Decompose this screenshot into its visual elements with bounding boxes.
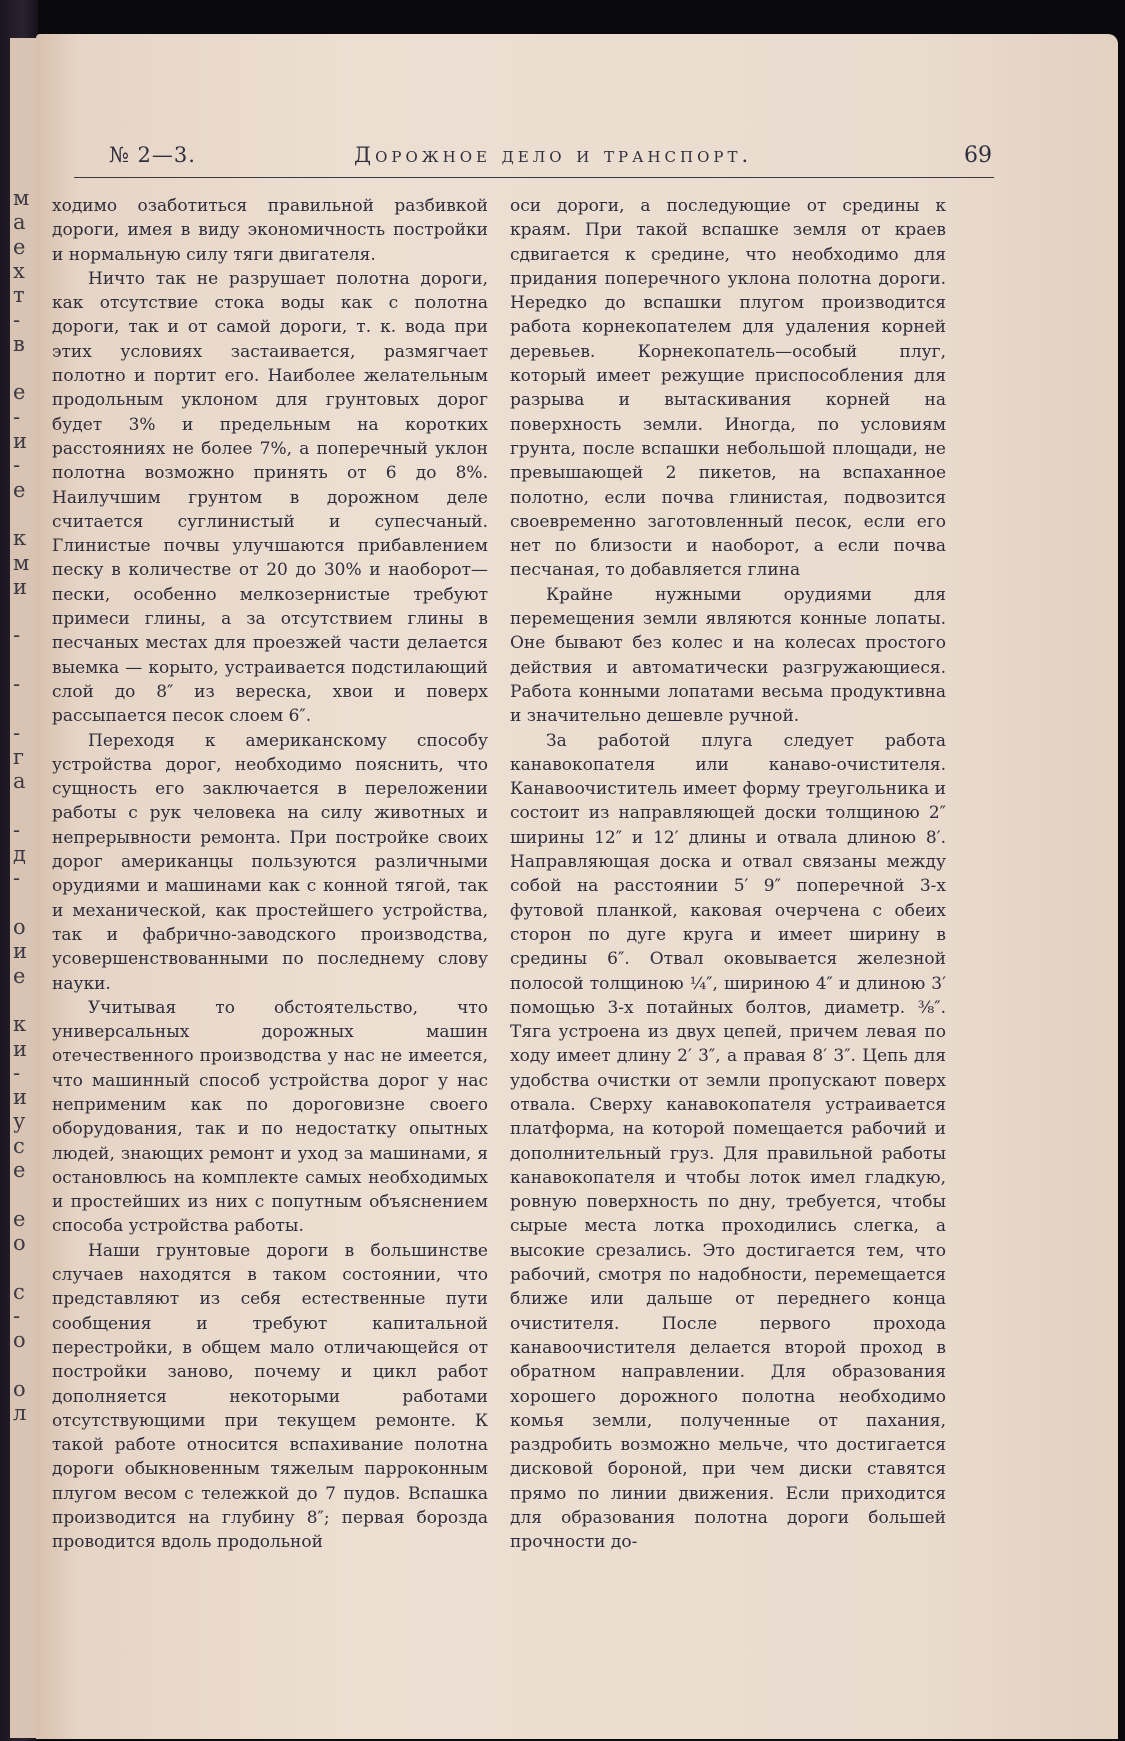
prev-page-fragment: с: [13, 1133, 25, 1158]
prev-page-fragment: к: [13, 526, 27, 551]
prev-page-fragment: -: [13, 1303, 21, 1328]
prev-page-fragment: -: [13, 453, 21, 478]
prev-page-fragment: и: [13, 1085, 27, 1110]
prev-page-fragment: е: [13, 963, 26, 988]
prev-page-fragment: и: [13, 574, 27, 599]
left-column: [52, 194, 488, 1555]
prev-page-fragment: е: [13, 1158, 26, 1182]
prev-page-fragment: е: [13, 477, 26, 502]
prev-page-fragment: -: [13, 672, 21, 696]
prev-page-fragment: м: [13, 186, 30, 210]
prev-page-fragment: л: [13, 1401, 27, 1425]
paragraph: За работой плуга следует работа канавокопателя или канаво-очистителя. Канавоочиститель имеет форму треугольника и состоит из направляющей доски толщиною 2″ ширины 12″ и 12′ длины и отвала длиною 8′. Направляющая доска и отвал связаны между собой на расстоянии 5′ 9″ поперечной 3-х футовой планкой, каковая очерчена с обеих сторон по дуге круга и имеет ширину в средины 6″. Отвал оковывается железной полосой толщиною ¼″, шириною 4″ и длиною 3′ помощью 3-х потайных болтов, диаметр. ⅜″. Тяга устроена из двух цепей, причем левая по ходу имеет длину 2′ 3″, а правая 8′ 3″. Цепь для удобства очистки от земли пропускают поверх отвала. Сверху канавокопателя устраивается платформа, на которой помещается рабочий и дополнительный груз. Для правильной работы канавокопателя и чтобы лоток имел гладкую, ровную поверхность по дну, требуется, чтобы сырые места лотка проходились слегка, а высокие срезались. Это достигается тем, что рабочий, смотря по надобности, перемещается ближе или дальше от переднего конца очистителя. После первого прохода канавоочистителя делается второй проход в обратном направлении. Для образования хорошего дорожного полотна необходимо комья земли, полученные от пахания, раздробить возможно мельче, что достигается дисковой бороной, при чем диски ставятся прямо по линии движения. Если приходится для образования полотна дороги большей прочности до-: [510, 730, 946, 1553]
prev-page-fragment: м: [13, 550, 30, 575]
prev-page-fragment: -: [13, 720, 21, 745]
paragraph: Ничто так не разрушает полотна дороги, как отсутствие стока воды как с полотна дороги, так и от самой дороги, т. к. вода при этих условиях застаивается, размягчает полотно и портит его. Наиболее желательным продольным уклоном для грунтовых дорог будет 3% и предельным на коротких расстояниях не более 7%, а поперечный уклон полотна возможно принять от 6 до 8%. Наилучшим грунтом в дорожном деле считается суглинистый и супесчаный. Глинистые почвы улучшаются прибавлением песку в количестве от 20 до 30% и наоборот—пески, особенно мелкозернистые требуют примеси глины, а за отсутствием глины в песчаных местах для проезжей части делается выемка — корыто, устраивается подстилающий слой до 8″ из вереска, хвои и поверх рассыпается песок слоем 6″.: [52, 268, 488, 727]
prev-page-fragment: -: [13, 623, 21, 648]
previous-page-edge: [10, 38, 38, 1738]
prev-page-fragment: -: [13, 866, 21, 891]
prev-page-fragment: у: [13, 1109, 26, 1134]
prev-page-fragment: и: [13, 1036, 27, 1061]
prev-page-fragment: о: [13, 1376, 26, 1401]
paragraph: Наши грунтовые дороги в большинстве случаев находятся в таком состоянии, что представляют из себя естественные пути сообщения и требуют капитальной перестройки, в общем мало отличающейся от постройки заново, почему и цикл работ дополняется некоторыми работами отсутствующими при текущем ремонте. К такой работе относится вспахивание полотна дороги обыкновенным тяжелым парроконным плугом весом с тележкой до 7 пудов. Вспашка производится на глубину 8″; первая борозда проводится вдоль продольной: [52, 1240, 488, 1553]
paragraph: Учитывая то обстоятельство, что универсальных дорожных машин отечественного производства у нас не имеется, что машинный способ устройства дорог у нас неприменим как по дороговизне своего оборудования, так и по недостатку опытных людей, знающих ремонт и уход за машинами, я остановлюсь на комплекте самых необходимых и простейших из них с попутным объяснением способа устройства работы.: [52, 997, 488, 1237]
prev-page-fragment: и: [13, 939, 27, 964]
prev-page-fragment: е: [13, 234, 26, 259]
prev-page-fragment: т: [13, 283, 25, 308]
page-number: 69: [964, 143, 992, 168]
prev-page-fragment: д: [13, 842, 26, 867]
running-header: [74, 141, 994, 178]
prev-page-fragment: в: [13, 331, 25, 356]
paragraph: оси дороги, а последующие от средины к краям. При такой вспашке земля от краев сдвигается к средине, что необходимо для придания поперечного уклона полотна дороги. Нередко до вспашки плугом производится работа корнекопателем для удаления корней деревьев. Корнекопатель—особый плуг, который имеет режущие приспособления для разрыва и вытаскивания корней на поверхность земли. Иногда, по условиям грунта, после вспашки небольшой площади, не превышающей 2 пикетов, на вспаханное полотно, если почва глинистая, подвозится своевременно заготовленный песок, если его нет по близости и наоборот, а если почва песчаная, то добавляется глина: [510, 196, 946, 581]
prev-page-fragment: -: [13, 817, 21, 842]
journal-page: [36, 34, 1118, 1739]
prev-page-fragment: о: [13, 1328, 26, 1353]
prev-page-fragment: е: [13, 1206, 26, 1231]
prev-page-fragment: о: [13, 915, 26, 939]
journal-title: Дорожное дело и транспорт.: [354, 143, 753, 167]
prev-page-fragment: -: [13, 307, 21, 332]
prev-page-fragment: и: [13, 429, 27, 453]
prev-page-fragment: г: [13, 744, 25, 769]
prev-page-fragment: к: [13, 1012, 27, 1037]
prev-page-fragment: с: [13, 1279, 25, 1304]
prev-page-fragment: о: [13, 1230, 26, 1255]
paragraph: Крайне нужными орудиями для перемещения земли являются конные лопаты. Оне бывают без колес и на колесах простого действия и автоматически разгружающиеся. Работа конными лопатами весьма продуктивна и значительно дешевле ручной.: [510, 584, 946, 727]
prev-page-fragment: а: [13, 210, 26, 235]
right-column: [510, 194, 946, 1555]
prev-page-fragment: -: [13, 1060, 21, 1085]
paragraph: Переходя к американскому способу устройства дорог, необходимо пояснить, что сущность его заключается в переложении работы с рук человека на силу животных и непрерывности ремонта. При постройке своих дорог американцы пользуются различными орудиями и машинами как с конной тягой, так и механической, как простейшего устройства, так и фабрично-заводского производства, усовершенствованными по последнему слову науки.: [52, 730, 488, 994]
prev-page-fragment: х: [13, 258, 25, 283]
issue-number: № 2—3.: [109, 143, 196, 167]
prev-page-fragment: -: [13, 404, 21, 429]
prev-page-fragment: е: [13, 380, 26, 405]
paragraph: ходимо озаботиться правильной разбивкой дороги, имея в виду экономичность постройки и нормальную силу тяги двигателя.: [52, 196, 488, 265]
prev-page-fragment: а: [13, 769, 26, 794]
